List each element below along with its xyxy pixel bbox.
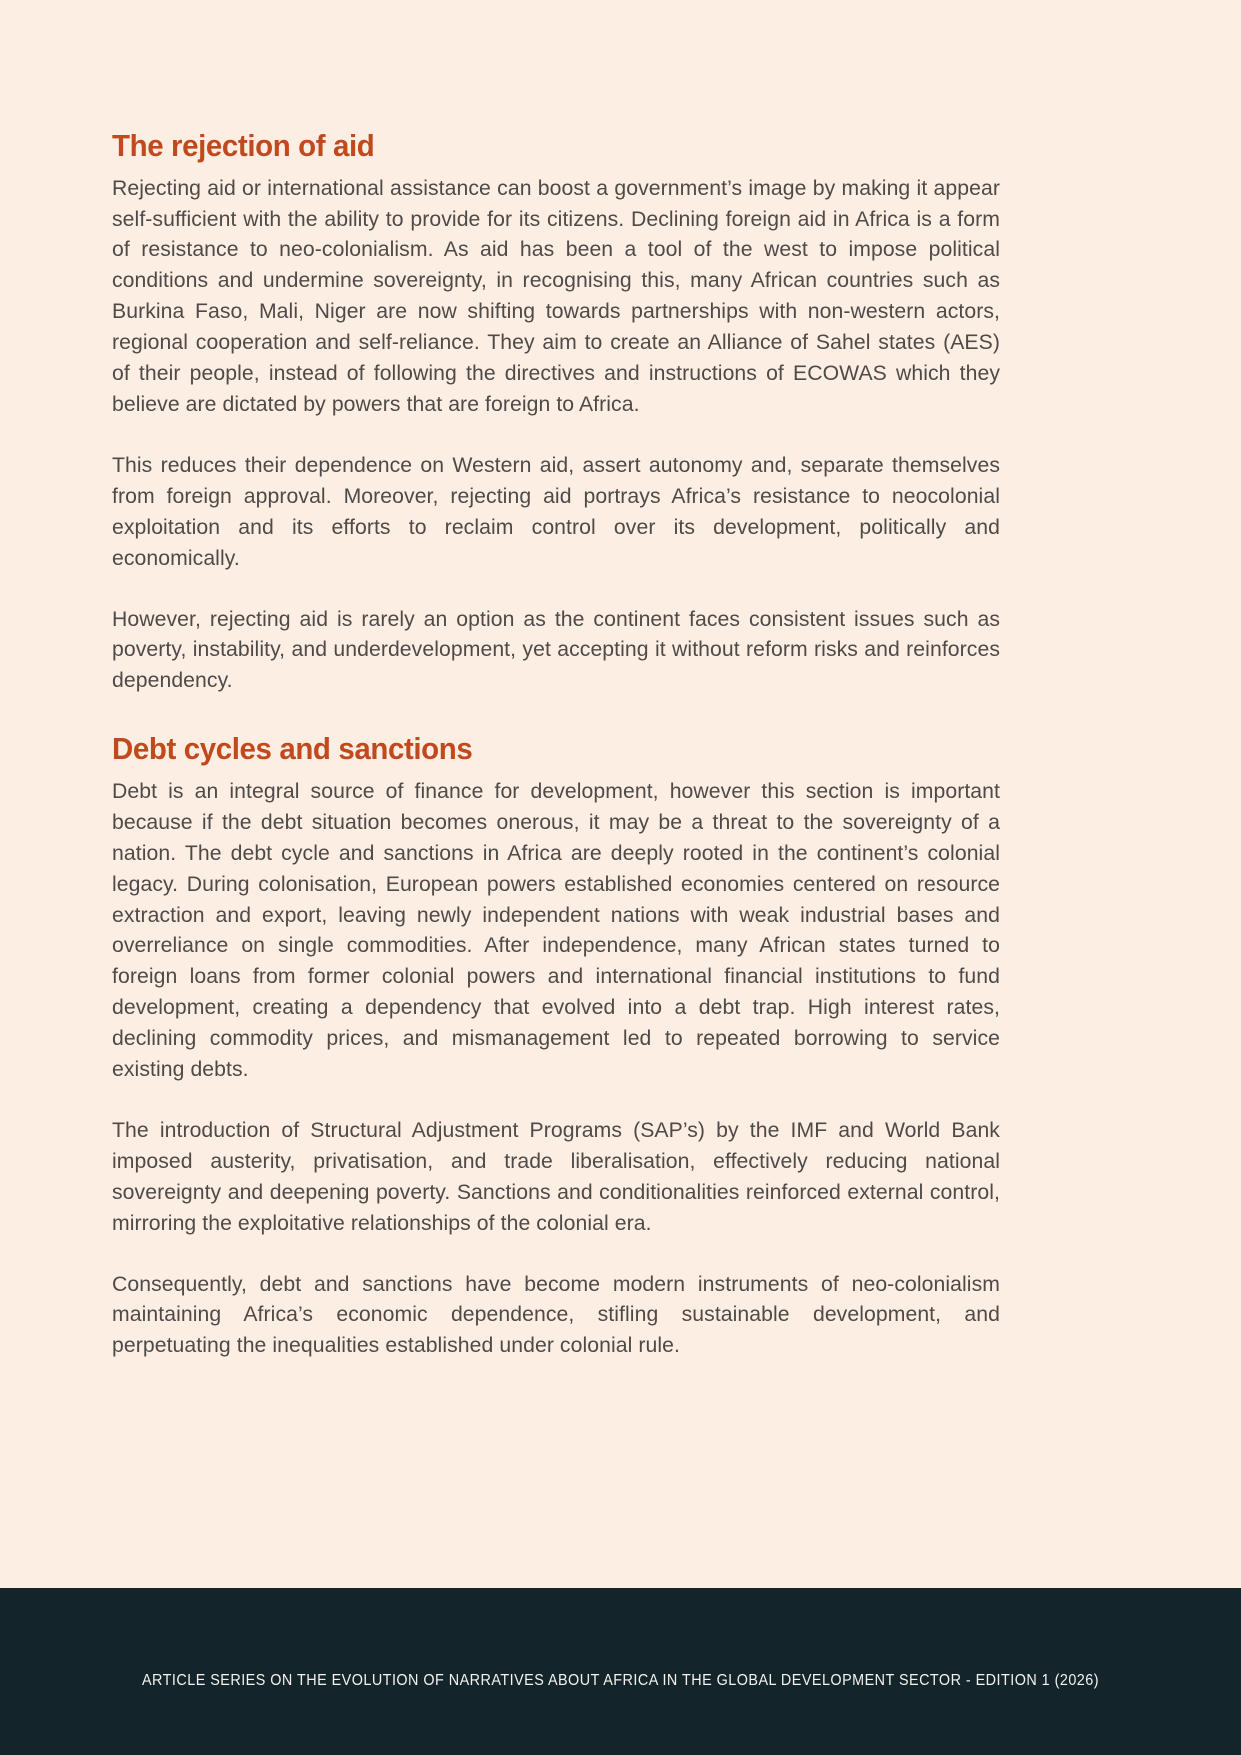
section-heading-debt-cycles-and-sanctions: Debt cycles and sanctions bbox=[112, 731, 473, 767]
paragraph-debt-3: Consequently, debt and sanctions have become modern instruments of neo-colonialism maintaining Africa’s economic dependence, stifling sustainable development, and perpetuating the inequalities established under colonial rule. bbox=[112, 1272, 1000, 1358]
paragraph-debt-2: The introduction of Structural Adjustment Programs (SAP’s) by the IMF and World Bank imposed austerity, privatisation, and trade liberalisation, effectively reducing national sovereignty and deepening poverty. Sanctions and conditionalities reinforced external control, mirroring the exploitative relationships of the colonial era. bbox=[112, 1118, 1000, 1235]
paragraph-rejection-1: Rejecting aid or international assistance can boost a government’s image by making it appear self-sufficient with the ability to provide for its citizens. Declining foreign aid in Africa is a form of resistance to neo-colonialism. As aid has been a tool of the west to impose political conditions and undermine sovereignty, in recognising this, many African countries such as Burkina Faso, Mali, Niger are now shifting towards partnerships with non-western actors, regional cooperation and self-reliance. They aim to create an Alliance of Sahel states (AES) of their people, instead of following the directives and instructions of ECOWAS which they believe are dictated by powers that are foreign to Africa. bbox=[112, 176, 1000, 416]
paragraph-rejection-3: However, rejecting aid is rarely an option as the continent faces consistent issues such as poverty, instability, and underdevelopment, yet accepting it without reform risks and reinforces dependency. bbox=[112, 607, 1000, 693]
footer-series-label: ARTICLE SERIES ON THE EVOLUTION OF NARRATIVES ABOUT AFRICA IN THE GLOBAL DEVELOPMENT SECTOR - EDITION 1 (2026) bbox=[141, 1672, 1100, 1689]
section-heading-rejection-of-aid: The rejection of aid bbox=[112, 128, 375, 163]
paragraph-rejection-2: This reduces their dependence on Western aid, assert autonomy and, separate themselves from foreign approval. Moreover, rejecting aid portrays Africa’s resistance to neocolonial exploitation and its efforts to reclaim control over its development, politically and economically. bbox=[112, 453, 1000, 570]
page-footer bbox=[0, 1588, 1241, 1755]
section-debt-cycles-and-sanctions bbox=[112, 731, 1000, 1362]
section-rejection-of-aid bbox=[112, 128, 1000, 697]
article-content bbox=[112, 128, 1000, 1396]
paragraph-debt-1: Debt is an integral source of finance for development, however this section is important because if the debt situation becomes onerous, it may be a threat to the sovereignty of a nation. The debt cycle and sanctions in Africa are deeply rooted in the continent’s colonial legacy. During colonisation, European powers established economies centered on resource extraction and export, leaving newly independent nations with weak industrial bases and overreliance on single commodities. After independence, many African states turned to foreign loans from former colonial powers and international financial institutions to fund development, creating a dependency that evolved into a debt trap. High interest rates, declining commodity prices, and mismanagement led to repeated borrowing to service existing debts. bbox=[112, 779, 1000, 1082]
